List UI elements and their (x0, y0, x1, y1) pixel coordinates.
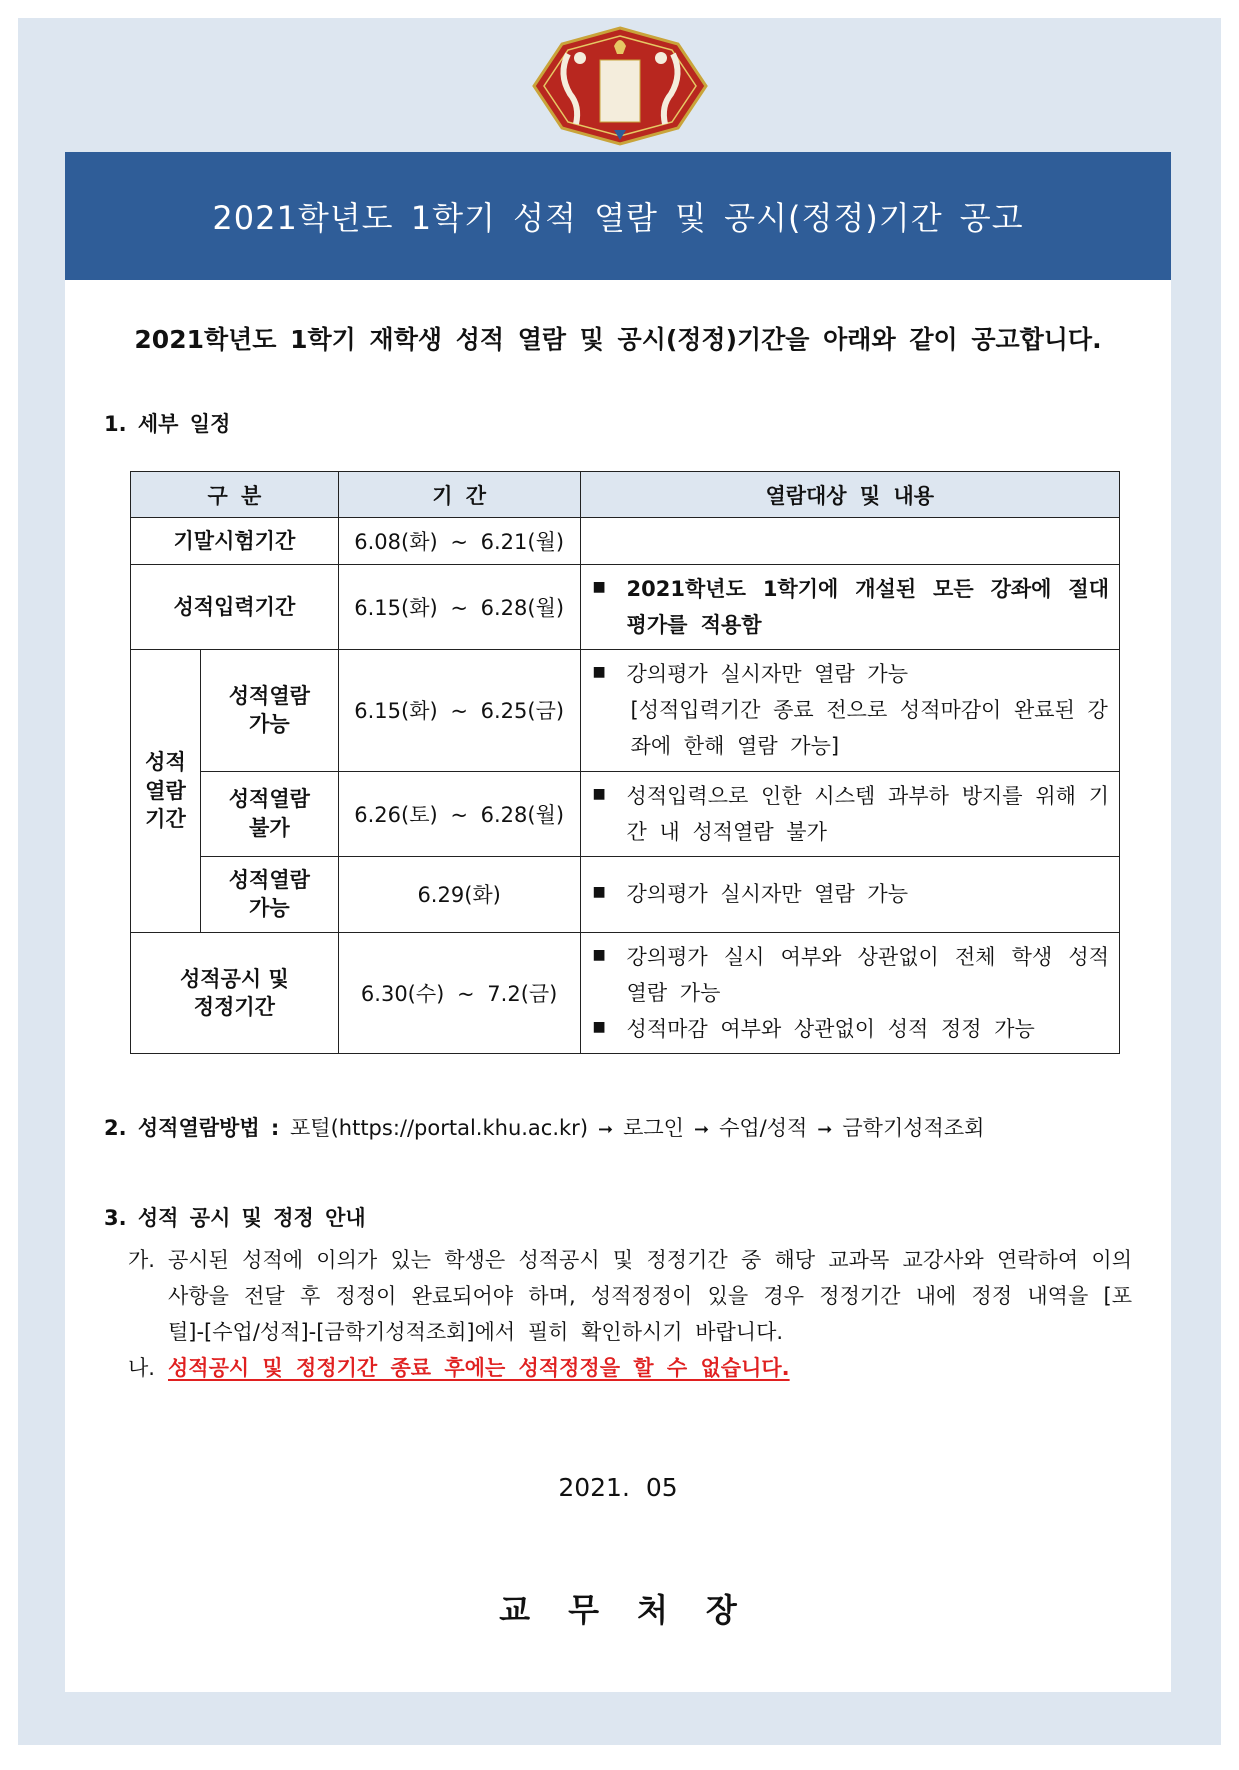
square-bullet-icon: ■ (592, 884, 606, 901)
row-view3-content (580, 856, 1119, 932)
header-category: 구 분 (131, 472, 339, 518)
table-row (131, 565, 1120, 650)
table-row (131, 650, 1120, 771)
item-b-warning-text: 성적공시 및 정정기간 종료 후에는 성적정정을 할 수 없습니다. (168, 1356, 790, 1381)
table-row (131, 856, 1120, 932)
view-method-step-class: 수업/성적 (719, 1116, 808, 1140)
table-row (131, 771, 1120, 856)
row-input-category: 성적입력기간 (131, 565, 339, 650)
row-exam-content (580, 518, 1119, 565)
row-view3-period: 6.29(화) (338, 856, 580, 932)
square-bullet-icon: ■ (592, 664, 606, 681)
view-period-group-label: 성적 열람 기간 (131, 650, 201, 933)
row-correction-bullet-1: 강의평가 실시 여부와 상관없이 전체 학생 성적 열람 가능 (626, 944, 1109, 1005)
header-period: 기 간 (338, 472, 580, 518)
row-correction-period: 6.30(수) ~ 7.2(금) (338, 932, 580, 1053)
item-a-marker: 가. (128, 1248, 155, 1272)
square-bullet-icon: ■ (592, 785, 606, 802)
header-content: 열람대상 및 내용 (580, 472, 1119, 518)
list-item (128, 1350, 1132, 1386)
row-exam-period: 6.08(화) ~ 6.21(월) (338, 518, 580, 565)
schedule-table (130, 471, 1120, 1054)
notice-title-banner (65, 152, 1171, 280)
square-bullet-icon: ■ (592, 1018, 606, 1035)
row-correction-bullet-2: 성적마감 여부와 상관없이 성적 정정 가능 (626, 1016, 1035, 1041)
row-view1-period: 6.15(화) ~ 6.25(금) (338, 650, 580, 771)
row-view1-note: [성적입력기간 종료 전으로 성적마감이 완료된 강좌에 한해 열람 가능] (630, 698, 1108, 759)
row-view1-category: 성적열람 가능 (200, 650, 338, 771)
row-view2-bullet-1: 성적입력으로 인한 시스템 과부하 방지를 위해 기간 내 성적열람 불가 (626, 783, 1109, 844)
section-3-title: 3. 성적 공시 및 정정 안내 (104, 1206, 366, 1230)
arrow-right-icon: ➞ (817, 1119, 833, 1140)
row-correction-category: 성적공시 및 정정기간 (131, 932, 339, 1053)
arrow-right-icon: ➞ (598, 1119, 614, 1140)
square-bullet-icon: ■ (592, 946, 606, 963)
notice-title: 2021학년도 1학기 성적 열람 및 공시(정정)기간 공고 (212, 199, 1024, 237)
issuer-signature: 교무처장 (499, 1591, 775, 1629)
view-method-label: 2. 성적열람방법 : (104, 1116, 280, 1140)
table-row (131, 932, 1120, 1053)
item-b-marker: 나. (128, 1356, 155, 1381)
arrow-right-icon: ➞ (693, 1119, 710, 1140)
row-input-bullet-1: 2021학년도 1학기에 개설된 모든 강좌에 절대평가를 적용함 (626, 577, 1109, 638)
row-exam-category: 기말시험기간 (131, 518, 339, 565)
row-view1-content (580, 650, 1119, 771)
section-1-title: 1. 세부 일정 (104, 412, 231, 436)
row-correction-content (580, 932, 1119, 1053)
intro-text: 2021학년도 1학기 재학생 성적 열람 및 공시(정정)기간을 아래와 같이 공고합니다. (134, 325, 1102, 354)
row-view3-category: 성적열람 가능 (200, 856, 338, 932)
view-method-step-portal: 포털(https://portal.khu.ac.kr) (290, 1116, 589, 1140)
row-view1-bullet-1: 강의평가 실시자만 열람 가능 (626, 662, 909, 687)
view-method-line (104, 1112, 984, 1142)
row-view2-content (580, 771, 1119, 856)
row-view2-category: 성적열람 불가 (200, 771, 338, 856)
row-view2-period: 6.26(토) ~ 6.28(월) (338, 771, 580, 856)
view-method-step-login: 로그인 (623, 1116, 684, 1140)
table-row (131, 518, 1120, 565)
notice-date: 2021. 05 (558, 1473, 678, 1502)
table-header-row (131, 472, 1120, 518)
square-bullet-icon: ■ (592, 579, 606, 595)
university-emblem-icon (528, 24, 713, 148)
view-method-step-grades: 금학기성적조회 (842, 1116, 985, 1140)
row-input-period: 6.15(화) ~ 6.28(월) (338, 565, 580, 650)
row-input-content (580, 565, 1119, 650)
item-a-text: 공시된 성적에 이의가 있는 학생은 성적공시 및 정정기간 중 해당 교과목 교강사와 연락하여 이의사항을 전달 후 정정이 완료되어야 하며, 성적정정이 있을 경우 정정기간 내에 정정 내역을 [포털]-[수업/성적]-[금학기성적조회]에서 필히 확인하시기 바랍니다. (168, 1248, 1132, 1345)
list-item (128, 1242, 1132, 1350)
row-view3-bullet-1: 강의평가 실시자만 열람 가능 (626, 882, 909, 907)
section-3-list (128, 1242, 1132, 1386)
